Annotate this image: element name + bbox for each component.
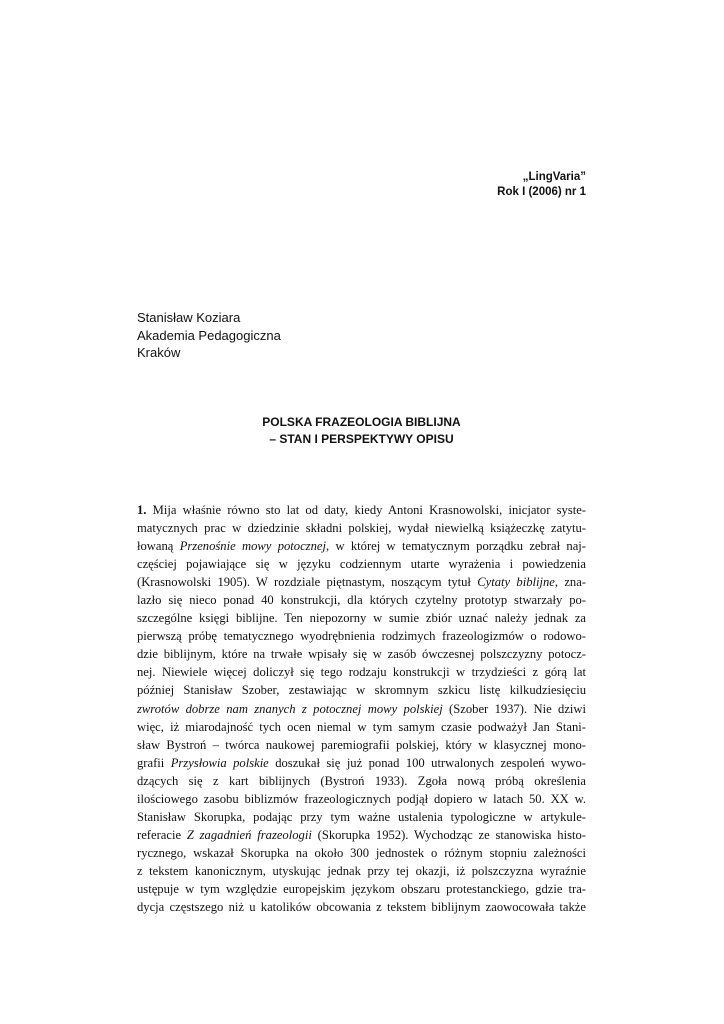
body-line xyxy=(137,519,586,537)
body-text-segment: , zna- xyxy=(554,575,586,590)
body-line xyxy=(137,772,586,790)
body-line xyxy=(137,501,586,519)
body-text-segment: lazło się nieco ponad 40 konstrukcji, dla których czytelny prototyp stwarzały po- xyxy=(137,593,586,608)
author-block xyxy=(137,309,281,362)
body-line xyxy=(137,754,586,772)
body-text-segment: Mija właśnie równo sto lat od daty, kiedy Antoni Krasnowolski, inicjator syste- xyxy=(146,503,586,517)
body-line xyxy=(137,862,586,880)
article-body xyxy=(137,501,586,916)
body-text-segment: (Szober 1937). Nie dziwi xyxy=(442,701,586,716)
body-line xyxy=(137,790,586,808)
body-text-segment: dycja częstszego niż u katolików obcowania z tekstem biblijnym zaowocowała także xyxy=(137,900,586,915)
body-text-segment: częściej pojawiające się w języku codziennym utarte wyrażenia i powiedzenia xyxy=(137,557,586,572)
body-text-segment: referacie xyxy=(137,827,187,842)
italic-title-text: Z zagadnień frazeologii xyxy=(186,827,312,842)
title-line-2: – STAN I PERSPEKTYWY OPISU xyxy=(269,432,454,446)
body-text-segment: nej. Niewiele więcej doliczył się tego rodzaju konstrukcji w trzydzieści z górą lat xyxy=(137,665,586,680)
body-line xyxy=(137,609,586,627)
body-line xyxy=(137,663,586,681)
body-text-segment: więc, iż miarodajność tych ocen niemal w tym samym czasie podważył Jan Stani- xyxy=(137,719,586,734)
author-affiliation: Akademia Pedagogiczna xyxy=(137,327,281,343)
body-line xyxy=(137,736,586,754)
body-text-segment: dzie biblijnym, które na trwałe wpisały się w zasób ówczesnej polszczyzny potocz- xyxy=(137,647,586,662)
journal-name: „LingVaria” xyxy=(522,171,586,183)
body-text-segment: (Krasnowolski 1905). W rozdziale piętnastym, noszącym tytuł xyxy=(137,575,478,590)
body-line xyxy=(137,537,586,555)
body-text-segment: matycznych prac w dziedzinie składni polskiej, wydał niewielką książeczkę zatytu- xyxy=(137,521,586,536)
body-text-segment: Stanisław Skorupka, podając przy tym ważne ustalenia typologiczne w artykule- xyxy=(137,809,586,824)
body-text-segment: (Skorupka 1952). Wychodząc ze stanowiska histo- xyxy=(311,827,586,842)
author-city: Kraków xyxy=(137,345,181,360)
body-text-segment: grafii xyxy=(137,755,171,770)
body-line xyxy=(137,555,586,573)
body-text-segment: , w której w tematycznym porządku zebrał naj- xyxy=(325,539,586,554)
body-line xyxy=(137,808,586,826)
body-text-segment: z tekstem kanonicznym, utyskując jednak przy tej okazji, iż polszczyzna wyraźnie xyxy=(137,863,586,878)
body-line xyxy=(137,826,586,844)
body-text-segment: łowaną xyxy=(137,539,180,554)
italic-title-text: Cytaty biblijne xyxy=(477,575,555,590)
italic-title-text: Przenośnie mowy potocznej xyxy=(179,539,326,554)
body-text-segment: ustępuje w tym względzie europejskim językom obszaru protestanckiego, gdzie tra- xyxy=(137,881,586,896)
body-line xyxy=(137,880,586,898)
body-line xyxy=(137,573,586,591)
body-text-segment: sław Bystroń – twórca naukowej paremiografii polskiej, który w klasycznej mono- xyxy=(137,737,586,752)
body-line xyxy=(137,645,586,663)
journal-issue: Rok I (2006) nr 1 xyxy=(497,186,586,198)
body-text-segment: szczególne księgi biblijne. Ten niepozorny w sumie zbiór uznać należy jednak za xyxy=(137,611,586,626)
body-line xyxy=(137,898,586,916)
body-text-segment: doszukał się już ponad 100 utrwalonych zespoleń wywo- xyxy=(268,755,586,770)
body-line xyxy=(137,718,586,736)
title-line-1: POLSKA FRAZEOLOGIA BIBLIJNA xyxy=(262,415,461,429)
article-title xyxy=(137,414,586,448)
italic-title-text: Przysłowia polskie xyxy=(170,755,269,770)
body-line xyxy=(137,681,586,699)
body-line xyxy=(137,844,586,862)
body-text-segment: pierwszą próbę tematycznego wyodrębnienia rodzimych frazeologizmów o rodowo- xyxy=(137,629,586,644)
body-text-segment: rycznego, wskazał Skorupka na około 300 jednostek o różnym stopniu zależności xyxy=(137,845,586,860)
body-text-segment: dzących się z kart biblijnych (Bystroń 1933). Zgoła nową próbą określenia xyxy=(137,773,586,788)
body-line xyxy=(137,627,586,645)
author-name: Stanisław Koziara xyxy=(137,310,241,325)
body-line xyxy=(137,700,586,718)
body-line xyxy=(137,591,586,609)
italic-title-text: zwrotów dobrze nam znanych z potocznej mowy polskiej xyxy=(137,701,443,716)
journal-header xyxy=(497,170,586,200)
section-number: 1. xyxy=(137,503,147,517)
body-text-segment: później Stanisław Szober, zestawiając w skromnym szkicu listę kilkudziesięciu xyxy=(137,683,586,698)
body-text-segment: ilościowego zasobu biblizmów frazeologicznych podjął dopiero w latach 50. XX w. xyxy=(137,791,586,806)
